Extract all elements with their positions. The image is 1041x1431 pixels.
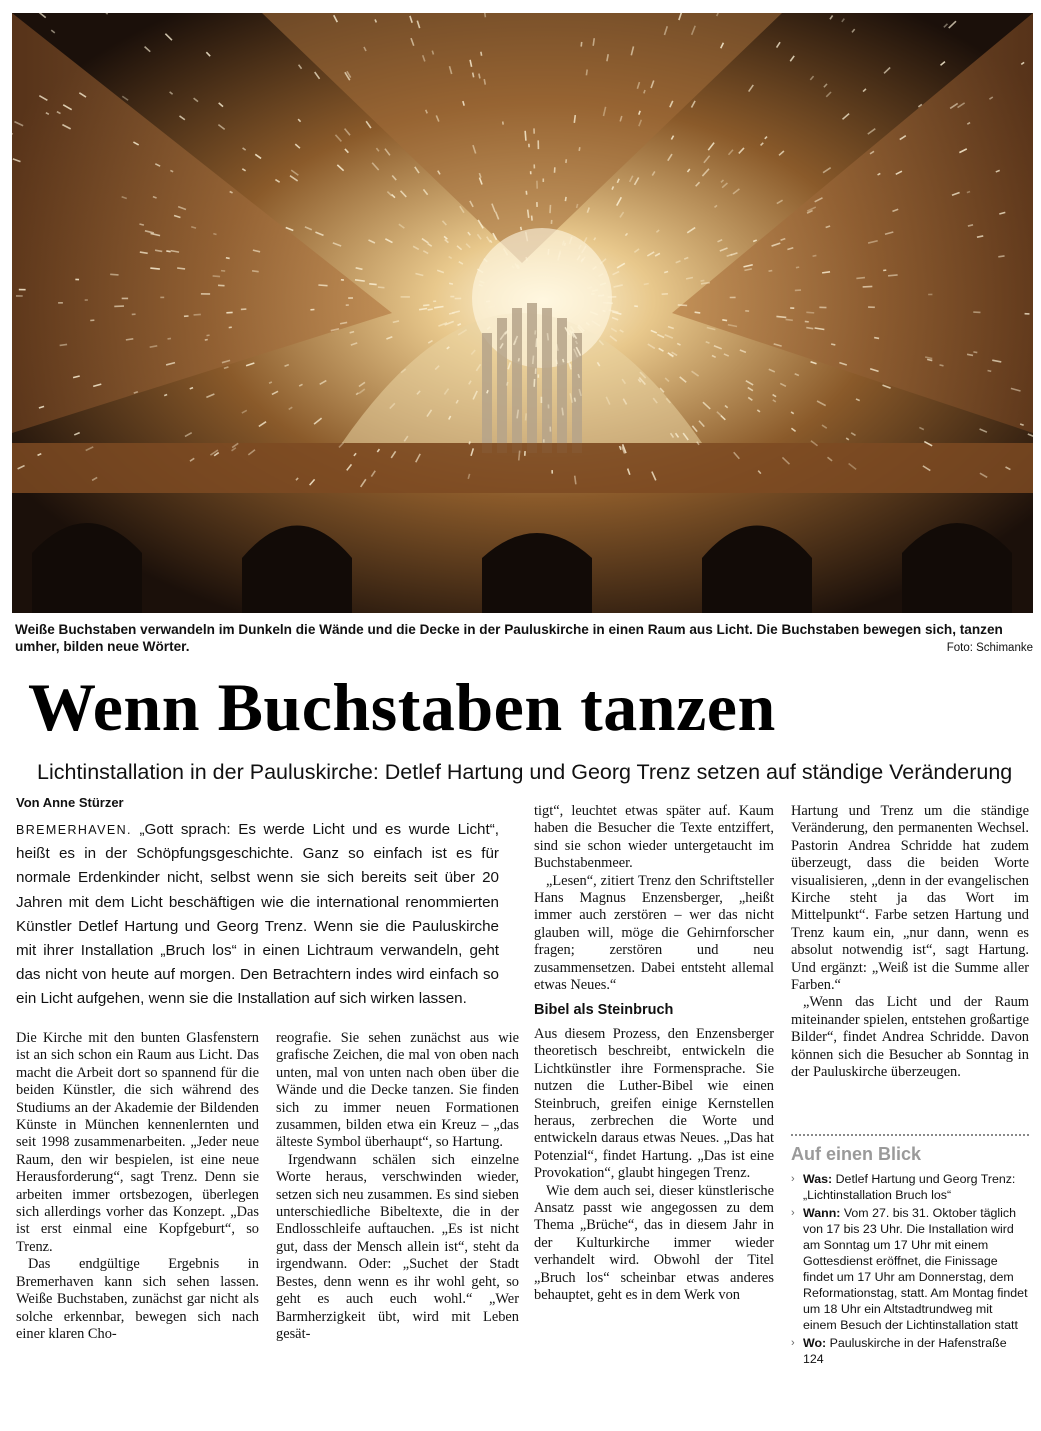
paragraph: Die Kirche mit den bunten Glasfenstern ist an sich schon ein Raum aus Licht. Das macht die Arbeit dort so spannend für die beiden Künstler, die sich während des Studiums an der Akademie der Bildenden Künste in München kennenlernten und seit 1998 zusammenarbeiten. „Jeder neue Raum, den wir bespielen, ist eine neue Herausforderung“, sagt Trenz. Denn sie arbeiten immer ortsbezogen, überlegen sich allerdings vorher das Konzept. „Das ist erst einmal eine Kopfgeburt“, so Trenz. (16, 1030, 259, 1255)
info-key: Wo: (803, 1336, 827, 1350)
article-column-1 (16, 1030, 259, 1343)
paragraph: Wie dem auch sei, dieser künstlerische Ansatz passt wie angegossen zu dem Thema „Brüche“, das in diesem Jahr in der Kulturkirche immer wieder verhandelt wird. Obwohl der Titel „Bruch los“ scheinbar etwas anderes behauptet, geht es in dem Werk von (534, 1182, 774, 1303)
info-item-where (791, 1335, 1029, 1367)
subheadline: Lichtinstallation in der Pauluskirche: Detlef Hartung und Georg Trenz setzen auf ständige Veränderung (37, 760, 1013, 784)
info-key: Was: (803, 1172, 833, 1186)
lead-paragraph (16, 818, 499, 1012)
photo-credit: Foto: Schimanke (946, 642, 1033, 654)
info-box-title: Auf einen Blick (791, 1144, 922, 1164)
arrow-right-icon: › (791, 1207, 795, 1219)
dateline: BREMERHAVEN. (16, 823, 132, 837)
article-column-4 (791, 803, 1029, 1082)
info-value: Vom 27. bis 31. Oktober täglich von 17 bis 23 Uhr. Die Installation wird am Sonntag um 17 Uhr mit einem Gottesdienst eröffnet, die Finissage findet um 17 Uhr am Donnerstag, dem Reformationstag, statt. Am Montag findet um 18 Uhr ein Altstadtrundweg mit einem Besuch der Lichtinstallation statt (803, 1206, 1028, 1332)
paragraph: „Wenn das Licht und der Raum miteinander spielen, entstehen großartige Bilder“, findet Andrea Schridde. Davon können sich die Besucher ab Sonntag in der Pauluskirche überzeugen. (791, 994, 1029, 1081)
paragraph: „Lesen“, zitiert Trenz den Schriftsteller Hans Magnus Enzensberger, „heißt immer auch zerstören – wer das nicht glauben will, möge die Gehirnforscher fragen; zerstören und neu zusammensetzen. Dabei entsteht allemal etwas Neues.“ (534, 872, 774, 994)
caption-part1: Weiße Buchstaben verwandeln im Dunkeln die Wände und die Decke in der Pauluskirche in einen (15, 622, 648, 637)
info-item-when (791, 1205, 1029, 1333)
info-key: Wann: (803, 1206, 841, 1220)
paragraph: tigt“, leuchtet etwas später auf. Kaum haben die Besucher die Texte entziffert, sind sie schon wieder untergetaucht im Buchstabenmeer. (534, 803, 774, 872)
arrow-right-icon: › (791, 1337, 795, 1349)
caption-part2: . Die Buchstaben bewegen sich, tanzen umher, bilden neue Wörter. (15, 622, 1003, 654)
info-value: Detlef Hartung und Georg Trenz: „Lichtinstallation Bruch los“ (803, 1172, 1016, 1202)
paragraph: Irgendwann schälen sich einzelne Worte heraus, verschwinden wieder, setzen sich neu zusammen. Es sind sieben unterschiedliche Bibeltexte, die in der Endlosschleife auftauchen. „Es ist nicht gut, dass der Mensch allein ist“, steht da irgendwann. Oder: „Suchet der Stadt Bestes, denn wenn es ihr wohl geht, so geht es auch euch wohl.“ „Wer Barmherzigkeit übt, wird mit Leben gesät- (276, 1151, 519, 1342)
info-box (791, 1134, 1029, 1369)
paragraph: Hartung und Trenz um die ständige Veränderung, den permanenten Wechsel. Pastorin Andrea Schridde hat zudem überzeugt, dass die beiden Worte visualisieren, „denn in der evangelischen Kirche steht ja das Wort im Mittelpunkt“. Farbe setzen Hartung und Trenz kaum ein, „nur dann, wenn es absolut notwendig ist“, sagt Hartung. Und ergänzt: „Weiß ist die Summe aller Farben.“ (791, 803, 1029, 994)
article-column-2 (276, 1030, 519, 1343)
info-item-what (791, 1171, 1029, 1203)
info-value: Pauluskirche in der Hafenstraße 124 (803, 1336, 1007, 1366)
lead-text: „Gott sprach: Es werde Licht und es wurde Licht“, heißt es in der Schöpfungsgeschichte. Ganz so einfach ist es für normale Erdenkinder nicht, selbst wenn sie sich bereits seit über 20 Jahren mit dem Licht beschäftigen wie die international renommierten Künstler Detlef Hartung und Georg Trenz. Wenn sie die Pauluskirche mit ihrer Installation „Bruch los“ in einen Lichtraum verwandeln, geht das nicht von heute auf morgen. Den Betrachtern indes wird einfach so ein Licht aufgehen, wenn sie die Installation auf sich wirken lassen. (16, 821, 499, 1008)
byline: Von Anne Stürzer (16, 795, 124, 810)
church-light-installation-photo (12, 13, 1033, 613)
paragraph: reografie. Sie sehen zunächst aus wie grafische Zeichen, die mal von oben nach unten, mal von unten nach oben über die Wände und die Decke tanzen. Sie finden sich zu immer neuen Formationen zusammen, bilden etwa ein Kreuz – „das älteste Symbol überhaupt“, so Hartung. (276, 1030, 519, 1151)
arrow-right-icon: › (791, 1173, 795, 1185)
section-heading: Bibel als Steinbruch (534, 1002, 674, 1019)
headline: Wenn Buchstaben tanzen (28, 669, 776, 745)
article-column-3 (534, 803, 774, 1304)
photo-caption (15, 621, 1033, 655)
caption-highlight: Raum aus Licht (647, 622, 749, 637)
paragraph: Aus diesem Prozess, den Enzensberger theoretisch beschreibt, entwickeln die Lichtkünstler ihre Formensprache. Sie nutzen die Luther-Bibel wie einen Steinbruch, greifen einige Kernstellen heraus, zerbrechen die Worte und entwickeln daraus etwas Neues. „Das hat Potenzial“, findet Hartung. „Das ist eine Provokation“, glaubt hingegen Trenz. (534, 1025, 774, 1182)
paragraph: Das endgültige Ergebnis in Bremerhaven kann sich sehen lassen. Weiße Buchstaben, zunächst gar nicht als solche erkennbar, bewegen sich nach einer klaren Cho- (16, 1256, 259, 1342)
